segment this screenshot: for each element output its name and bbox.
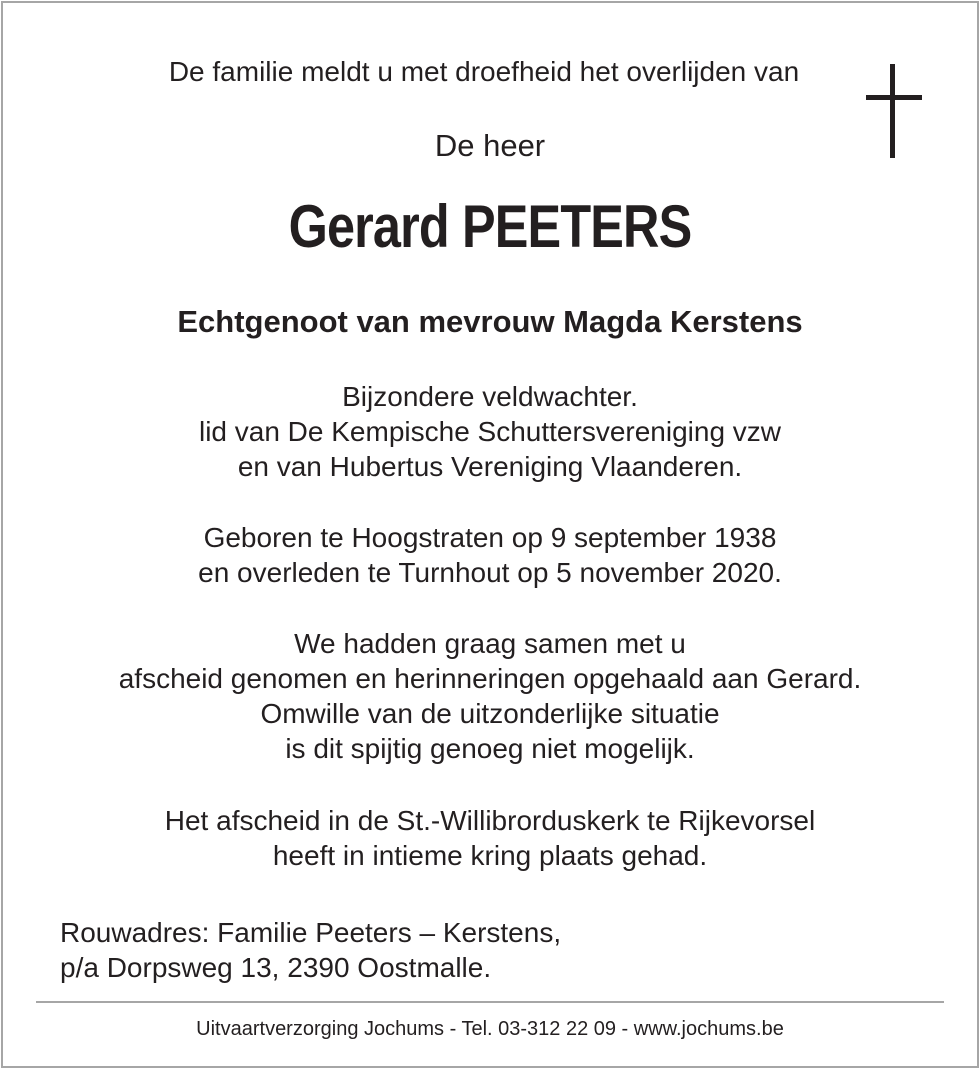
message-line: is dit spijtig genoeg niet mogelijk. bbox=[285, 733, 695, 764]
honorific-title: De heer bbox=[434, 128, 546, 163]
intro-text: De familie meldt u met droefheid het overlijden van bbox=[168, 56, 800, 87]
footer-divider bbox=[36, 1001, 944, 1003]
farewell-line: Het afscheid in de St.-Willibrorduskerk te Rijkevorsel bbox=[164, 805, 816, 836]
life-dates-paragraph bbox=[0, 520, 980, 590]
message-line: Omwille van de uitzonderlijke situatie bbox=[260, 698, 720, 729]
message-line: We hadden graag samen met u bbox=[294, 628, 686, 659]
birth-line: Geboren te Hoogstraten op 9 september 1938 bbox=[203, 522, 777, 553]
roles-paragraph bbox=[0, 379, 980, 484]
deceased-name: Gerard PEETERS bbox=[288, 193, 692, 260]
spouse-line: Echtgenoot van mevrouw Magda Kerstens bbox=[177, 304, 803, 339]
farewell-line: heeft in intieme kring plaats gehad. bbox=[272, 840, 708, 871]
roles-line: Bijzondere veldwachter. bbox=[342, 381, 638, 412]
roles-line: lid van De Kempische Schuttersvereniging vzw bbox=[198, 416, 782, 447]
address-line: Rouwadres: Familie Peeters – Kerstens, bbox=[60, 917, 562, 948]
roles-line: en van Hubertus Vereniging Vlaanderen. bbox=[237, 451, 743, 482]
farewell-paragraph bbox=[0, 803, 980, 873]
message-line: afscheid genomen en herinneringen opgehaald aan Gerard. bbox=[118, 663, 862, 694]
cross-horizontal-bar bbox=[866, 95, 922, 100]
mourning-address bbox=[60, 915, 561, 985]
address-line: p/a Dorpsweg 13, 2390 Oostmalle. bbox=[60, 952, 492, 983]
death-line: en overleden te Turnhout op 5 november 2020. bbox=[198, 557, 782, 588]
message-paragraph bbox=[0, 626, 980, 766]
funeral-home-footer: Uitvaartverzorging Jochums - Tel. 03-312 22 09 - www.jochums.be bbox=[196, 1018, 784, 1040]
